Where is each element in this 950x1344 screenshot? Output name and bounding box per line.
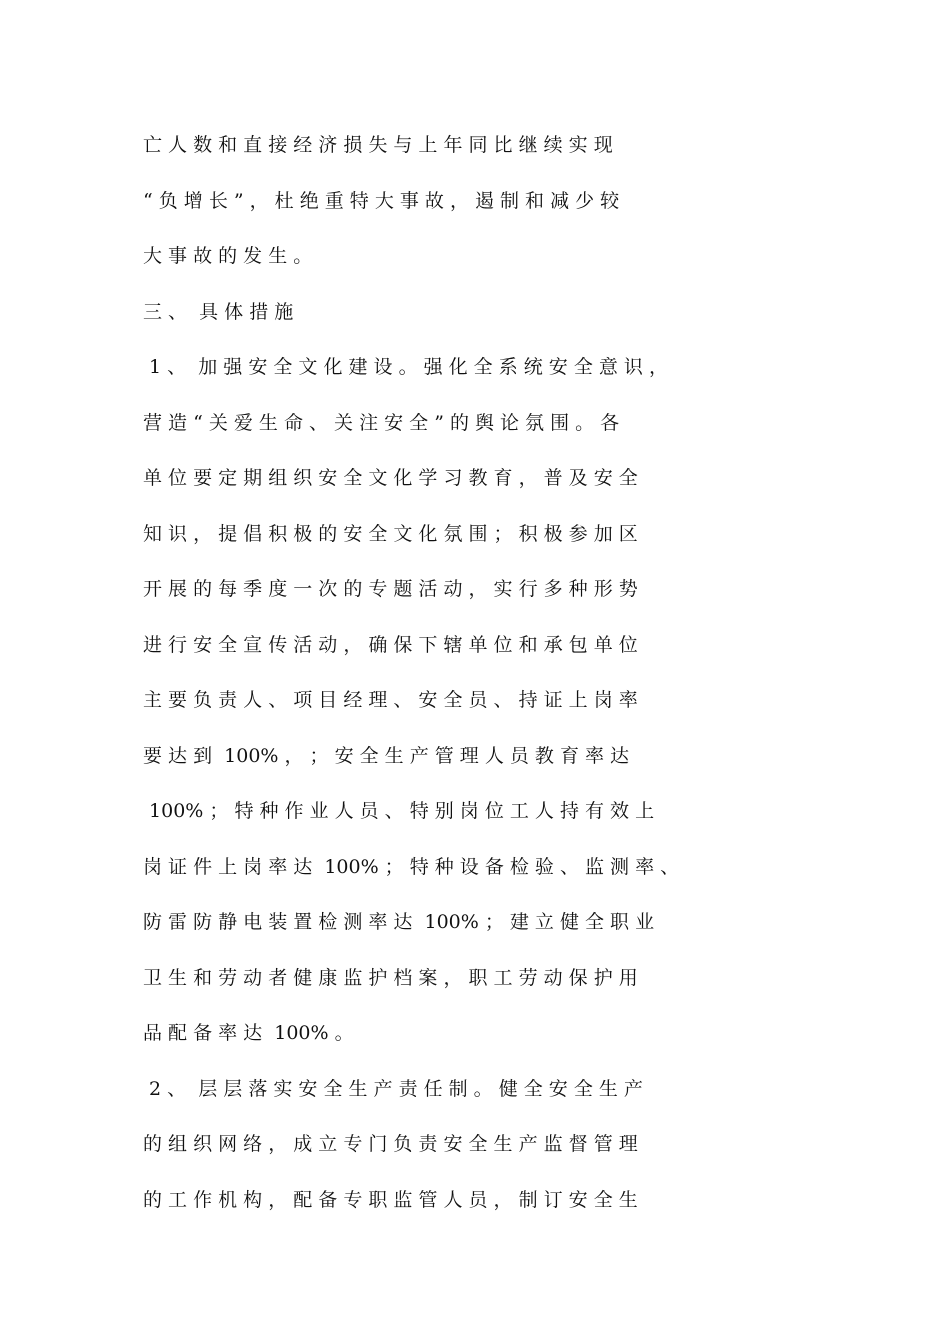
text-line: 防 雷 防 静 电 装 置 检 测 率 达 100% ； 建 立 健 全 职 业 [143, 911, 655, 933]
text-line: 主 要 负 责 人 、 项 目 经 理 、 安 全 员 、 持 证 上 岗 率 [143, 689, 638, 711]
text-line: 品 配 备 率 达 100% 。 [143, 1022, 354, 1044]
text-line: “ 负 增 长 ” ， 杜 绝 重 特 大 事 故 ， 遏 制 和 减 少 较 [143, 190, 620, 212]
text-line: 的 组 织 网 络 ， 成 立 专 门 负 责 安 全 生 产 监 督 管 理 [143, 1133, 638, 1155]
text-line: 知 识 ， 提 倡 积 极 的 安 全 文 化 氛 围 ； 积 极 参 加 区 [143, 523, 638, 545]
text-line: 2 、 层 层 落 实 安 全 生 产 责 任 制 。 健 全 安 全 生 产 [143, 1078, 643, 1100]
text-line: 的 工 作 机 构 ， 配 备 专 职 监 管 人 员 ， 制 订 安 全 生 [143, 1189, 638, 1211]
text-line: 卫 生 和 劳 动 者 健 康 监 护 档 案 ， 职 工 劳 动 保 护 用 [143, 967, 638, 989]
text-line: 亡 人 数 和 直 接 经 济 损 失 与 上 年 同 比 继 续 实 现 [143, 134, 613, 156]
text-line: 要 达 到 100% ， ； 安 全 生 产 管 理 人 员 教 育 率 达 [143, 745, 630, 767]
text-line: 开 展 的 每 季 度 一 次 的 专 题 活 动 ， 实 行 多 种 形 势 [143, 578, 638, 600]
section-heading: 三 、 具 体 措 施 [143, 301, 294, 323]
text-line: 单 位 要 定 期 组 织 安 全 文 化 学 习 教 育 ， 普 及 安 全 [143, 467, 638, 489]
text-line: 岗 证 件 上 岗 率 达 100% ； 特 种 设 备 检 验 、 监 测 率 、 [143, 856, 680, 878]
text-line: 100% ； 特 种 作 业 人 员 、 特 别 岗 位 工 人 持 有 效 上 [143, 800, 655, 822]
text-line: 大 事 故 的 发 生 。 [143, 245, 313, 267]
text-line: 进 行 安 全 宣 传 活 动 ， 确 保 下 辖 单 位 和 承 包 单 位 [143, 634, 638, 656]
text-line: 营 造 “ 关 爱 生 命 、 关 注 安 全 ” 的 舆 论 氛 围 。 各 [143, 412, 620, 434]
text-line: 1 、 加 强 安 全 文 化 建 设 。 强 化 全 系 统 安 全 意 识 ， [143, 356, 668, 378]
